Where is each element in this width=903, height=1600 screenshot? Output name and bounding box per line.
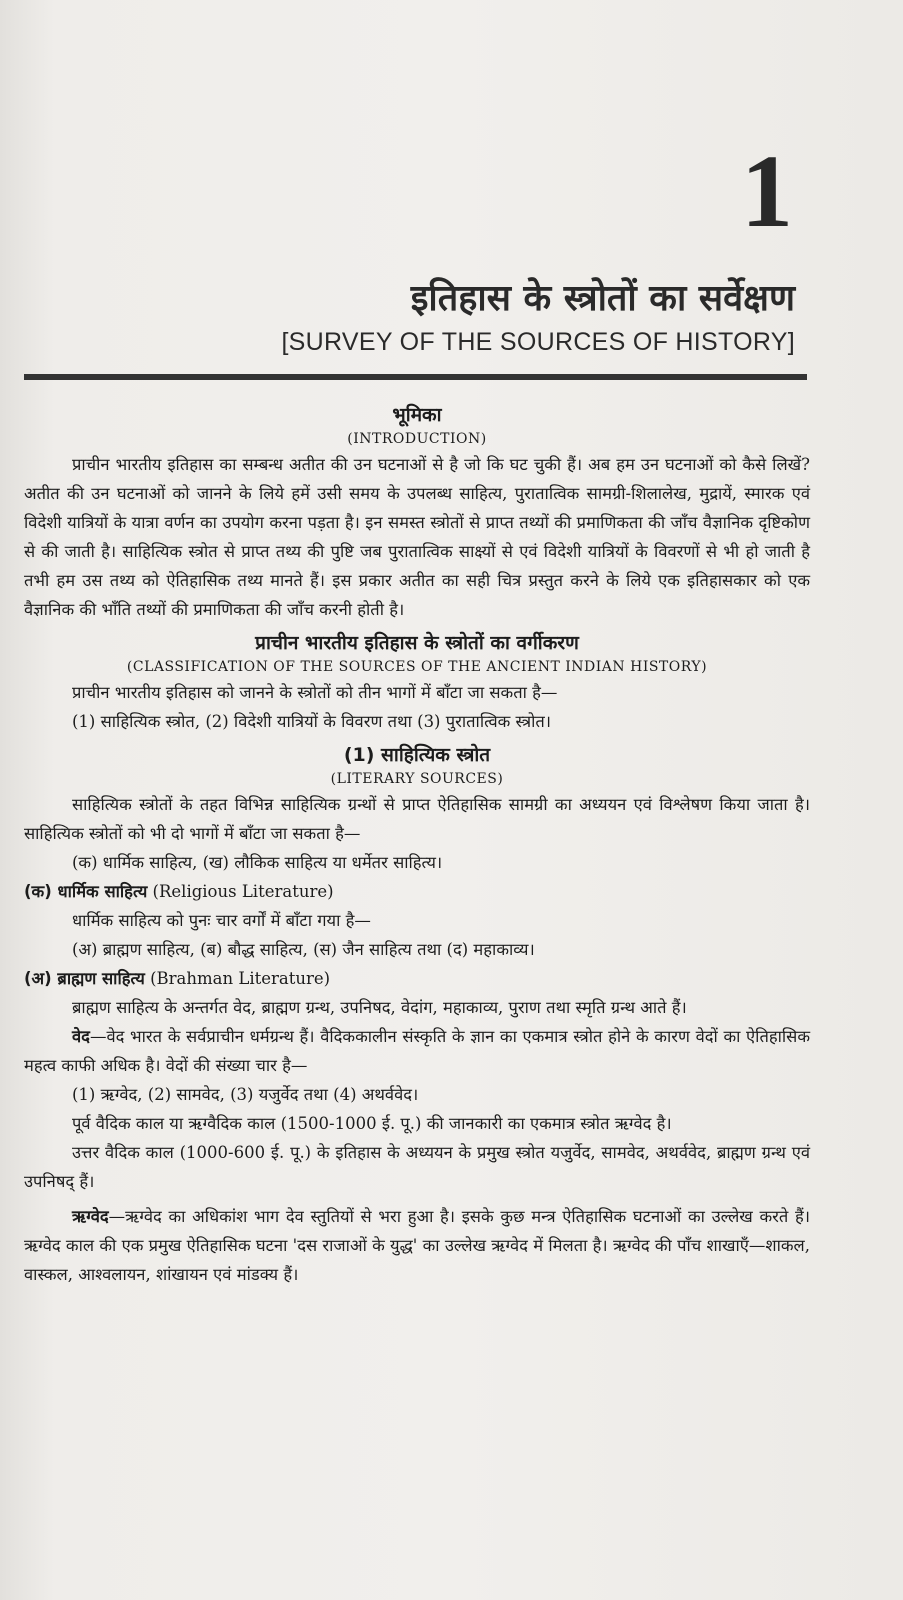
- religious-intro: धार्मिक साहित्य को पुनः चार वर्गों में बाँटा गया है—: [72, 911, 371, 930]
- rigveda-text: —ऋग्वेद का अधिकांश भाग देव स्तुतियों से भरा हुआ है। इसके कुछ मन्त्र ऐतिहासिक घटनाओं का उल्लेख करते हैं। ऋग्वेद काल की एक प्रमुख ऐतिहासिक घटना 'दस राजाओं के युद्ध' का उल्लेख ऋग्वेद में मिलता है। ऋग्वेद की पाँच शाखाएँ—शाकल, वास्कल, आश्वलायन, शांखायन एवं मांडक्य हैं।: [24, 1207, 810, 1284]
- literary-heading-hindi: (1) साहित्यिक स्त्रोत: [343, 744, 491, 766]
- classification-intro: प्राचीन भारतीय इतिहास को जानने के स्त्रोतों को तीन भागों में बाँटा जा सकता है—: [72, 683, 558, 702]
- veda-list: (1) ऋग्वेद, (2) सामवेद, (3) यजुर्वेद तथा (4) अथर्ववेद।: [72, 1085, 419, 1104]
- rigveda-paragraph: [24, 1202, 810, 1289]
- religious-label: (क) धार्मिक साहित्य: [24, 882, 148, 901]
- classification-list: (1) साहित्यिक स्त्रोत, (2) विदेशी यात्रियों के विवरण तथा (3) पुरातात्विक स्त्रोत।: [72, 712, 552, 731]
- religious-list: (अ) ब्राह्मण साहित्य, (ब) बौद्ध साहित्य, (स) जैन साहित्य तथा (द) महाकाव्य।: [72, 940, 535, 959]
- chapter-title-hindi: इतिहास के स्त्रोतों का सर्वेक्षण: [410, 278, 795, 319]
- brahman-label-english: (Brahman Literature): [144, 969, 331, 988]
- classification-heading-hindi: प्राचीन भारतीय इतिहास के स्त्रोतों का वर्गीकरण: [255, 632, 579, 654]
- religious-label-english: (Religious Literature): [147, 882, 334, 901]
- veda-paragraph: [24, 1022, 810, 1080]
- brahman-section-heading: [24, 964, 810, 993]
- brahman-label: (अ) ब्राह्मण साहित्य: [24, 969, 145, 988]
- religious-section-heading: [24, 877, 810, 906]
- literary-list: (क) धार्मिक साहित्य, (ख) लौकिक साहित्य या धर्मेतर साहित्य।: [72, 853, 443, 872]
- intro-heading-english: (INTRODUCTION): [347, 431, 487, 447]
- veda-label: वेद: [72, 1027, 90, 1046]
- chapter-divider: [24, 374, 807, 380]
- later-vedic-paragraph: उत्तर वैदिक काल (1000-600 ई. पू.) के इतिहास के अध्ययन के प्रमुख स्त्रोत यजुर्वेद, सामवेद, अथर्ववेद, ब्राह्मण ग्रन्थ एवं उपनिषद् हैं।: [24, 1143, 810, 1191]
- intro-paragraph: प्राचीन भारतीय इतिहास का सम्बन्ध अतीत की उन घटनाओं से है जो कि घट चुकी हैं। अब हम उन घटनाओं को कैसे लिखें? अतीत की उन घटनाओं को जानने के लिये हमें उसी समय के उपलब्ध साहित्य, पुरातात्विक सामग्री-शिलालेख, मुद्रायें, स्मारक एवं विदेशी यात्रियों के यात्रा वर्णन का उपयोग करना पड़ता है। इन समस्त स्त्रोतों से प्राप्त तथ्यों की प्रमाणिकता की जाँच वैज्ञानिक दृष्टिकोण से की जाती है। साहित्यिक स्त्रोत से प्राप्त तथ्य की पुष्टि जब पुरातात्विक साक्ष्यों से एवं विदेशी यात्रियों के विवरणों से भी हो जाती है तभी हम उस तथ्य को ऐतिहासिक तथ्य मानते हैं। इस प्रकार अतीत का सही चित्र प्रस्तुत करने के लिये एक इतिहासकार को एक वैज्ञानिक की भाँति तथ्यों की प्रमाणिकता की जाँच करनी होती है।: [24, 455, 810, 619]
- literary-paragraph: साहित्यिक स्त्रोतों के तहत विभिन्न साहित्यिक ग्रन्थों से प्राप्त ऐतिहासिक सामग्री का अध्ययन एवं विश्लेषण किया जाता है। साहित्यिक स्त्रोतों को भी दो भागों में बाँटा जा सकता है—: [24, 795, 810, 843]
- literary-heading-english: (LITERARY SOURCES): [330, 771, 504, 787]
- classification-heading-english: (CLASSIFICATION OF THE SOURCES OF THE ANCIENT INDIAN HISTORY): [126, 659, 708, 675]
- chapter-title-english: [SURVEY OF THE SOURCES OF HISTORY]: [281, 328, 795, 356]
- early-vedic-line: पूर्व वैदिक काल या ऋग्वैदिक काल (1500-1000 ई. पू.) की जानकारी का एकमात्र स्त्रोत ऋग्वेद है।: [72, 1114, 672, 1133]
- rigveda-label: ऋग्वेद: [72, 1207, 109, 1226]
- intro-heading-hindi: भूमिका: [392, 404, 442, 426]
- veda-text: —वेद भारत के सर्वप्राचीन धर्मग्रन्थ हैं। वैदिककालीन संस्कृति के ज्ञान का एकमात्र स्त्रोत होने के कारण वेदों का ऐतिहासिक महत्व काफी अधिक है। वेदों की संख्या चार है—: [24, 1027, 810, 1075]
- chapter-number: 1: [741, 134, 793, 249]
- brahman-intro: ब्राह्मण साहित्य के अन्तर्गत वेद, ब्राह्मण ग्रन्थ, उपनिषद, वेदांग, महाकाव्य, पुराण तथा स्मृति ग्रन्थ आते हैं।: [72, 998, 687, 1017]
- page-content: [24, 402, 810, 1289]
